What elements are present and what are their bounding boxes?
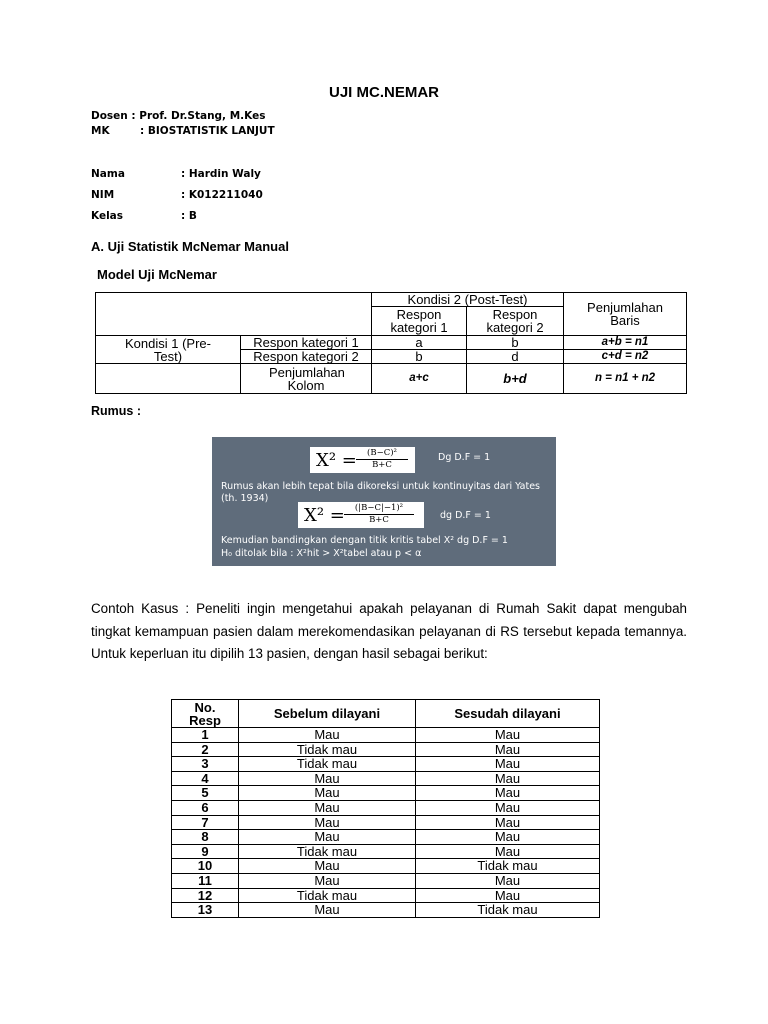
- table-row: [172, 830, 600, 845]
- header-sebelum: Sebelum dilayani: [239, 700, 416, 728]
- sesudah-value: Mau: [416, 728, 600, 743]
- formula-fraction-2: [344, 503, 414, 525]
- table-row: [172, 859, 600, 874]
- row2-label: Respon kategori 2: [241, 350, 372, 364]
- table-row: [172, 771, 600, 786]
- formula-yates: [298, 502, 424, 528]
- kelas-label: Kelas: [91, 210, 124, 222]
- sesudah-value: Mau: [416, 771, 600, 786]
- sebelum-value: Mau: [239, 873, 416, 888]
- empty-corner-cell: [96, 293, 372, 336]
- sebelum-value: Mau: [239, 859, 416, 874]
- table-row: [172, 873, 600, 888]
- df-label-1: Dg D.F = 1: [438, 452, 491, 463]
- header-sesudah: Sesudah dilayani: [416, 700, 600, 728]
- yates-text: Rumus akan lebih tepat bila dikoreksi untuk kontinuyitas dari Yates (th. 1934): [221, 481, 541, 504]
- table-row: [172, 800, 600, 815]
- formula-denominator: B+C: [372, 460, 392, 470]
- row-sum-n2: c+d = n2: [564, 350, 687, 364]
- empty-bottom-cell: [96, 364, 241, 394]
- rumus-label: Rumus :: [91, 404, 141, 418]
- kondisi2-header: Kondisi 2 (Post-Test): [372, 293, 564, 307]
- sesudah-value: Mau: [416, 815, 600, 830]
- mk-value: : BIOSTATISTIK LANJUT: [140, 125, 275, 137]
- sesudah-value: Mau: [416, 844, 600, 859]
- row-number: 5: [172, 786, 239, 801]
- dosen-line: Dosen : Prof. Dr.Stang, M.Kes: [91, 110, 266, 122]
- df-label-2: dg D.F = 1: [440, 510, 491, 521]
- table-row: [172, 888, 600, 903]
- table-row: [172, 742, 600, 757]
- nim-value: : K012211040: [181, 189, 263, 201]
- sesudah-value: Mau: [416, 830, 600, 845]
- sebelum-value: Tidak mau: [239, 888, 416, 903]
- row-sum-n1: a+b = n1: [564, 336, 687, 350]
- chi-square-symbol-2: X² =: [304, 505, 345, 526]
- row-number: 2: [172, 742, 239, 757]
- patient-data-table: [171, 699, 600, 918]
- table-row: [172, 757, 600, 772]
- row-number: 8: [172, 830, 239, 845]
- table-row: [172, 903, 600, 918]
- section-heading: A. Uji Statistik McNemar Manual: [91, 239, 289, 254]
- compare-text: Kemudian bandingkan dengan titik kritis tabel X² dg D.F = 1: [221, 535, 508, 546]
- kelas-value: : B: [181, 210, 197, 222]
- cell-b: b: [467, 336, 564, 350]
- sebelum-value: Tidak mau: [239, 742, 416, 757]
- sesudah-value: Mau: [416, 757, 600, 772]
- mk-label: MK: [91, 125, 110, 137]
- row-number: 7: [172, 815, 239, 830]
- respon-kategori-2-header: Respon kategori 2: [467, 307, 564, 336]
- table-row: [172, 728, 600, 743]
- nama-label: Nama: [91, 168, 125, 180]
- nama-value: : Hardin Waly: [181, 168, 261, 180]
- penjumlahan-kolom-label: Penjumlahan Kolom: [241, 364, 372, 394]
- formula-chi-square: [310, 447, 415, 473]
- formula-numerator-2: (|B−C|−1)²: [344, 503, 414, 515]
- row-number: 13: [172, 903, 239, 918]
- reject-rule-text: H₀ ditolak bila : X²hit > X²tabel atau p < α: [221, 548, 422, 559]
- respon-kategori-1-header: Respon kategori 1: [372, 307, 467, 336]
- table-row: [172, 815, 600, 830]
- model-heading: Model Uji McNemar: [97, 267, 217, 282]
- row1-label: Respon kategori 1: [241, 336, 372, 350]
- sebelum-value: Mau: [239, 771, 416, 786]
- total-n: n = n1 + n2: [564, 364, 687, 394]
- sebelum-value: Mau: [239, 815, 416, 830]
- sebelum-value: Mau: [239, 903, 416, 918]
- row-number: 3: [172, 757, 239, 772]
- col-sum-bd: b+d: [467, 364, 564, 394]
- col-sum-ac: a+c: [372, 364, 467, 394]
- chi-square-symbol: X² =: [316, 450, 357, 471]
- row-number: 12: [172, 888, 239, 903]
- sesudah-value: Tidak mau: [416, 903, 600, 918]
- case-paragraph-text: Contoh Kasus : Peneliti ingin mengetahui apakah pelayanan di Rumah Sakit dapat mengubah tingkat kemampuan pasien dalam merekomendasikan pelayanan di RS tersebut kepada temannya. Untuk keperluan itu dipilih 13 pasien, dengan hasil sebagai berikut:: [91, 601, 687, 661]
- formula-numerator: (B−C)²: [356, 448, 408, 460]
- sesudah-value: Mau: [416, 888, 600, 903]
- row-number: 4: [172, 771, 239, 786]
- table-row: [172, 786, 600, 801]
- cell-a: a: [372, 336, 467, 350]
- sebelum-value: Mau: [239, 800, 416, 815]
- header-no-resp: No. Resp: [172, 700, 239, 728]
- sesudah-value: Mau: [416, 786, 600, 801]
- sebelum-value: Mau: [239, 830, 416, 845]
- row-number: 6: [172, 800, 239, 815]
- sebelum-value: Tidak mau: [239, 844, 416, 859]
- mcnemar-model-table: [95, 292, 687, 394]
- table-row: [172, 844, 600, 859]
- sesudah-value: Tidak mau: [416, 859, 600, 874]
- page-title: UJI MC.NEMAR: [328, 84, 439, 101]
- formula-fraction: [356, 448, 408, 470]
- row-number: 9: [172, 844, 239, 859]
- penjumlahan-baris-header: Penjumlahan Baris: [564, 293, 687, 336]
- row-number: 11: [172, 873, 239, 888]
- formula-denominator-2: B+C: [369, 515, 389, 525]
- row-number: 10: [172, 859, 239, 874]
- sesudah-value: Mau: [416, 800, 600, 815]
- nim-label: NIM: [91, 189, 115, 201]
- row-number: 1: [172, 728, 239, 743]
- sebelum-value: Mau: [239, 728, 416, 743]
- cell-d: d: [467, 350, 564, 364]
- formula-image: [212, 437, 556, 566]
- sebelum-value: Tidak mau: [239, 757, 416, 772]
- sebelum-value: Mau: [239, 786, 416, 801]
- cell-c: b: [372, 350, 467, 364]
- sesudah-value: Mau: [416, 873, 600, 888]
- kondisi1-label: Kondisi 1 (Pre-Test): [96, 336, 241, 364]
- sesudah-value: Mau: [416, 742, 600, 757]
- case-paragraph: [91, 598, 687, 666]
